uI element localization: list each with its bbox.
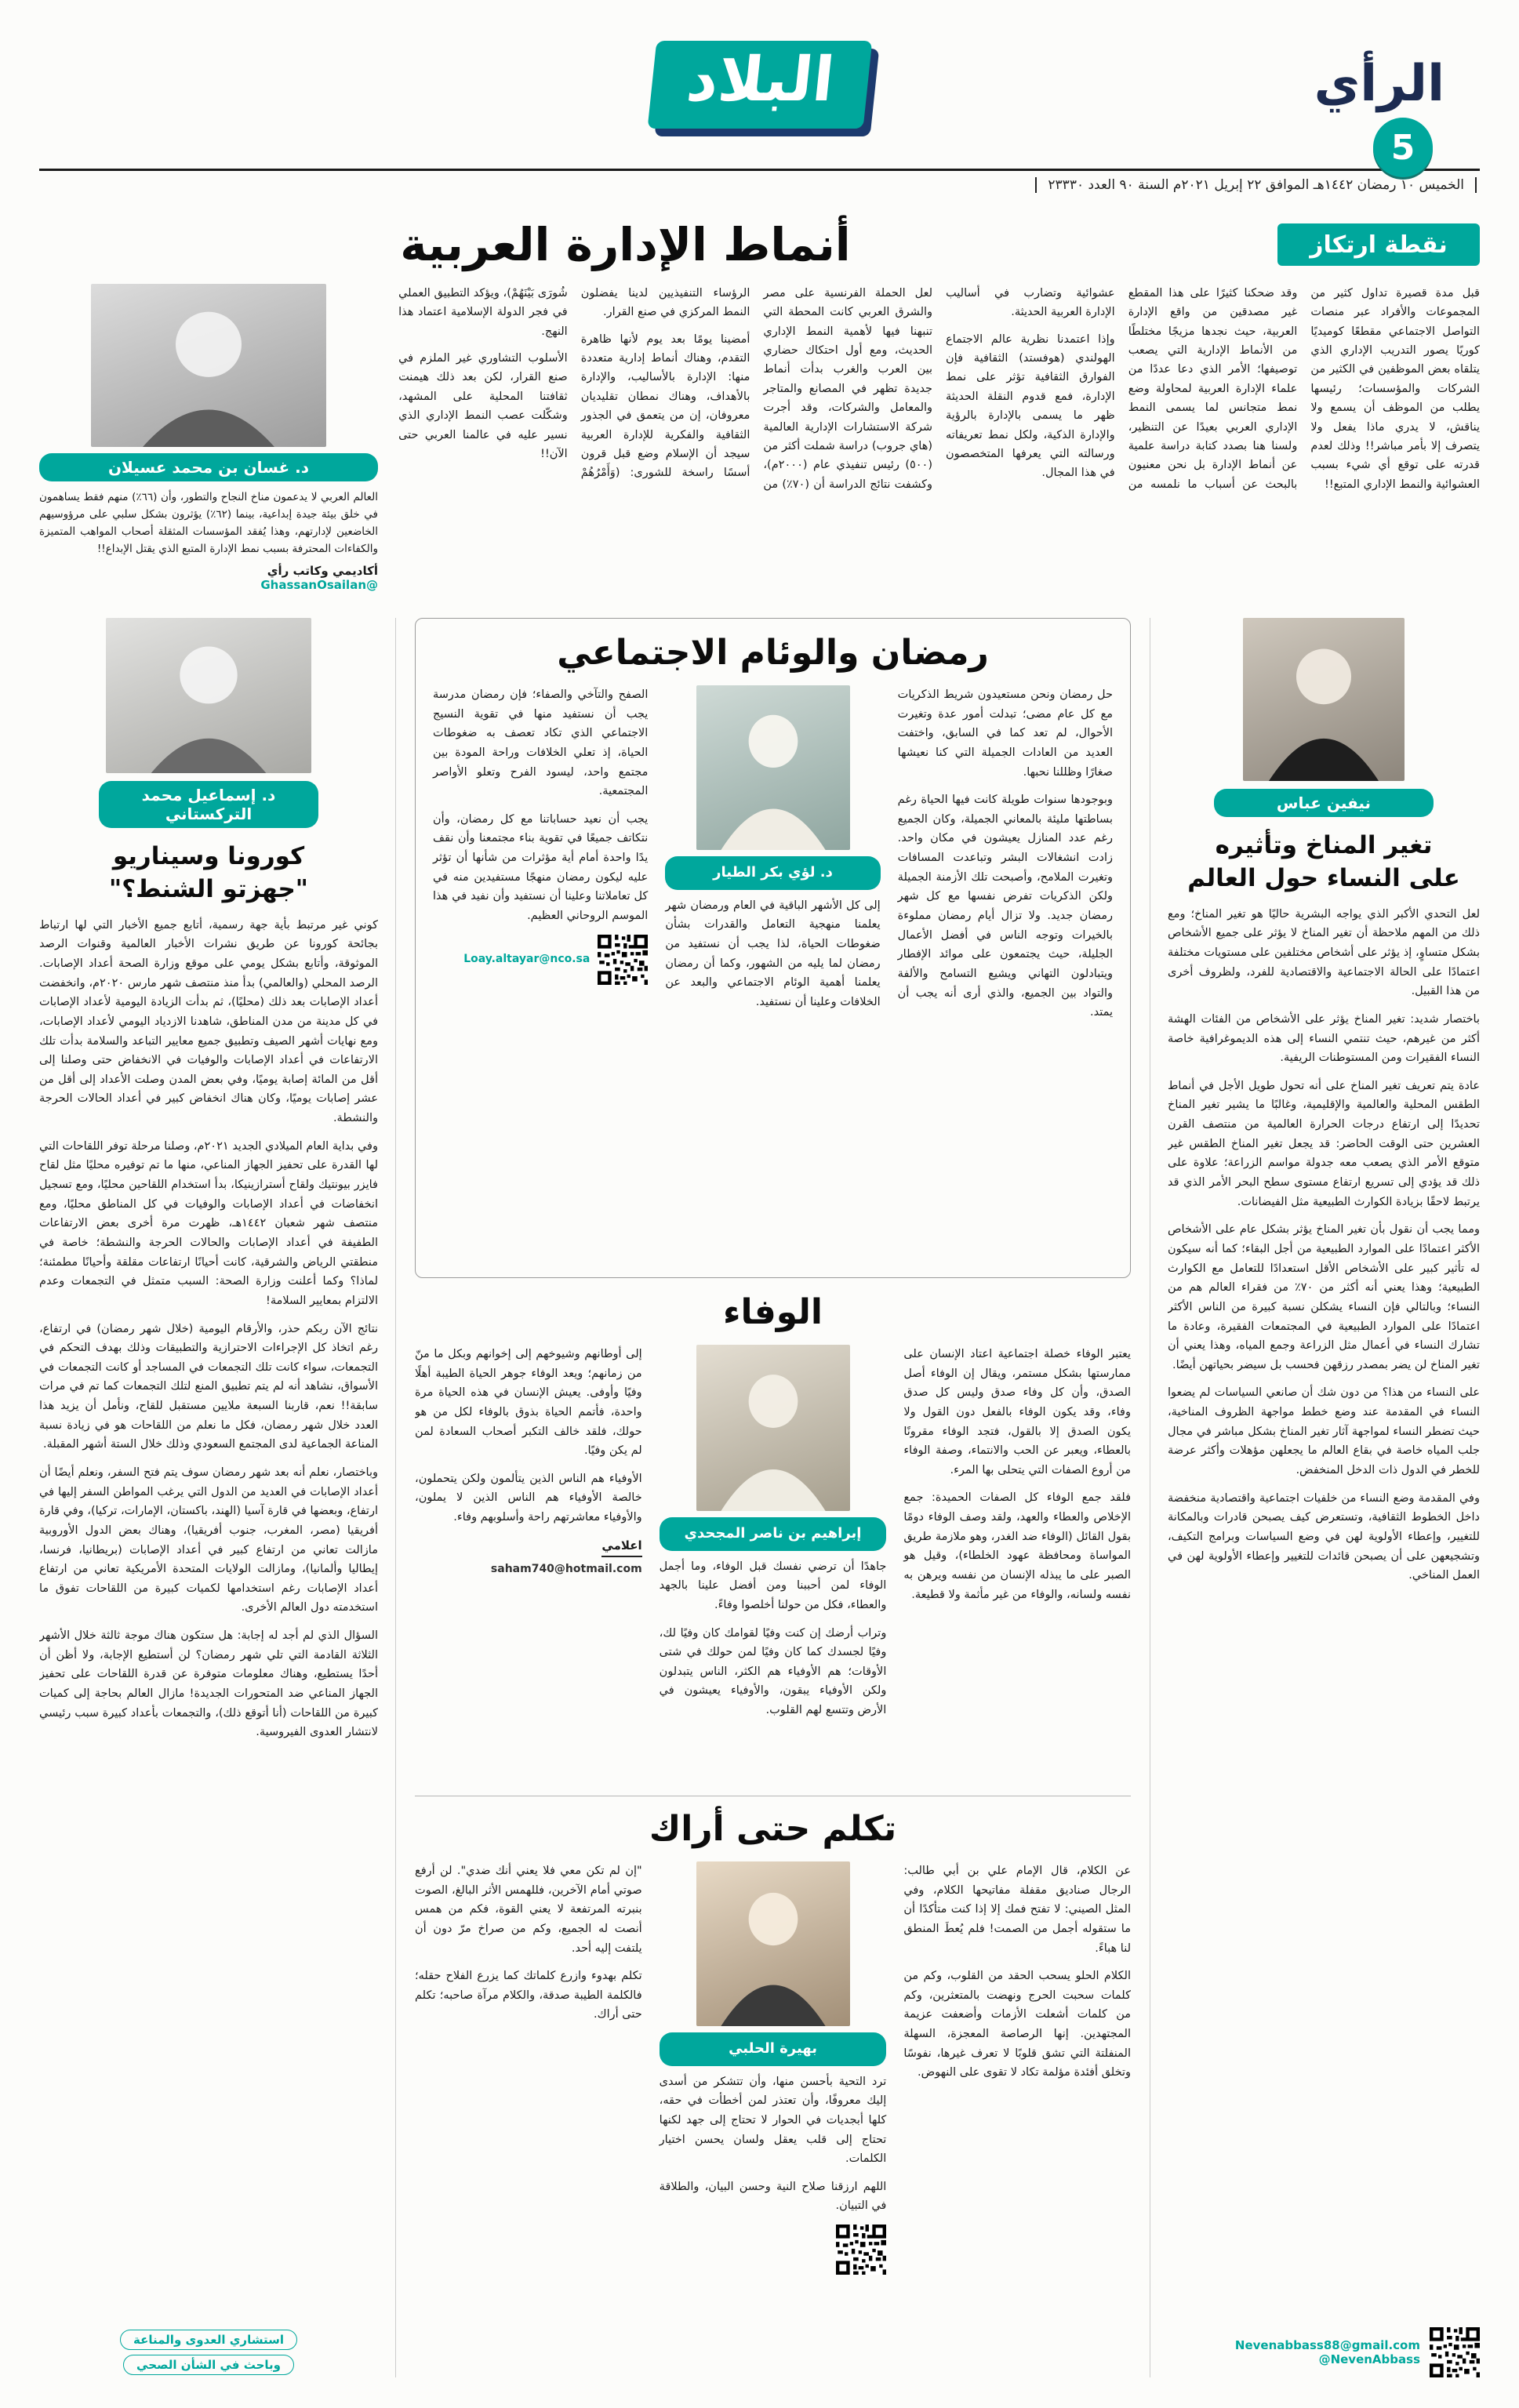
author-photo: [696, 1345, 850, 1511]
body-paragraph: ترد التحية بأحسن منها، وأن تتشكر من أسدى إليك معروفًا، وأن تعتذر لمن أخطأت في حقه، كلها أبجديات في الحوار لا تحتاج إلى جهد لكنها تحتاج إلى قلب يعقل ولسان يحسن اختيار الكلمات.: [659, 2075, 887, 2166]
body-paragraph: فلقد جمع الوفاء كل الصفات الحميدة: جمع الإخلاص والعطاء والعهد، ولقد وصف الوفاء دومًا بقول القائل (الوفاء ضد الغدر، وهو ملازمة طريق المواساة ومحافظة عهود الخلطاء)، وقيل هو الصبر على ما يبذله الإنسان من نفسه ويرهن به نفسه ولسانه، والوفاء من غير مأثمة ولا قطيعة.: [903, 1491, 1131, 1601]
article-body: [1168, 905, 1480, 2318]
person-silhouette-icon: [1243, 618, 1405, 781]
body-paragraph: تكلم بهدوء وازرع كلماتك كما يزرع الفلاح حقله؛ فالكلمة الطيبة صدقة، والكلام مرآة صاحبه؛ تكلم حتى أراك.: [415, 1970, 642, 2021]
article-ramadan-harmony: [415, 618, 1131, 1278]
author-name-bar: د. غسان بن محمد عسيلان: [39, 453, 378, 481]
author-role: وباحث في الشأن الصحي: [123, 2355, 294, 2375]
author-role: أكاديمي وكاتب رأي: [267, 564, 378, 579]
body-paragraph: وإذا اعتمدنا نظرية عالم الاجتماع الهولندي (هوفستد) الثقافية فإن الفوارق الثقافية تؤثر على نمط الإدارة، فمع قدوم النقلة الحديثة ظهر ما يسمى بالإدارة بالرؤية والإدارة الذكية، ولكل نمط تعريفاته ورسالته التي يعرفها المتخصصون في هذا المجال.: [946, 332, 1115, 480]
author-name-bar: نيفين عباس: [1214, 789, 1434, 817]
article-headline: تكلم حتى أراك: [649, 1809, 897, 1849]
contact-footer: [1168, 2318, 1480, 2377]
newspaper-logo: البلاد: [647, 41, 872, 129]
article-headline: [1168, 830, 1480, 895]
body-paragraph: وقد ضحكنا كثيرًا على هذا المقطع غير مصدقين من واقع الإدارة العربية، حيث نجدها مزيجًا مختلطًا من الأنماط الإدارية التي يصعب توصيفها؛ الأمر الذي دعا عددًا من علماء الإدارة العربية لمحاولة وضع نمط متجانس لما يسمى النمط الإداري العربي بعيدًا عن التنظير، ولسنا هنا بصدد كتابة دراسة علمية عن أنماط الإدارة بل نحن معنيون بالبحث عن أسباب ما نلمسه من عشوائية وتضارب في أساليب الإدارة العربية الحديثة.: [946, 287, 1298, 491]
author-email[interactable]: Loay.altayar@nco.sa: [463, 952, 591, 965]
author-role-footer: [39, 2319, 378, 2377]
article-headline: أنماط الإدارة العربية: [400, 218, 851, 271]
article-climate-change: [1168, 618, 1480, 2377]
body-paragraph: باختصار شديد: تغير المناخ يؤثر على الأشخاص من الفئات الهشة أكثر من غيرهم، حيث تنتمي النساء إلى هذه الديموغرافية خاصة النساء الفقيرات ومن المستوطنات الريفية.: [1168, 1012, 1480, 1065]
author-bio: العالم العربي لا يدعمون مناخ النجاح والتطور، وأن (٦٦٪) منهم فقط يساهمون في خلق بيئة جيدة إبداعية، بينما (٦٢٪) يؤثرون بشكل سلبي على مرؤوسيهم الخاضعين لإدارتهم، وهذا يُفقد المؤسسات المثقلة أصحاب المواهب المتميزة والكفاءات المحترفة بسبب نمط الإدارة المتبع الذي يقتل الإبداع!!: [39, 491, 378, 555]
contact-footer: [433, 935, 648, 985]
author-twitter-handle[interactable]: @NevenAbbass: [1318, 2352, 1420, 2366]
body-paragraph: أمضينا يومًا بعد يوم لأنها ظاهرة التقدم، وهناك أنماط إدارية متعددة منها: الإدارة بالأساليب، والإدارة بالأهداف، وهناك نمطان تقليديان معروفان، إن من يتعمق في الجذور الثقافية والفكرية للإدارة العربية سيجد أن الإسلام وضع قبل قرون أسسًا راسخة للشورى: (وَأَمْرُهُمْ شُورَى بَيْنَهُمْ)، ويؤكد التطبيق العملي في فجر الدولة الإسلامية اعتماد هذا النهج.: [398, 287, 750, 480]
body-paragraph: وبوجودها سنوات طويلة كانت فيها الحياة رغم بساطتها مليئة بالمعاني الجميلة، وكان الجميع رغم عدد المنازل يعيشون في مكان واحد. زادت انشغالات البشر وتباعدت المسافات وتغيرت الملامح، وأصبحت تلك الأزمنة الجميلة ولكن الذكريات تفرض نفسها مع كل شهر رمضان جديد. ولا تزال أيام رمضان مملوءة بالخيرات وتوجه الناس في أفضل الأعمال الجليلة، حيث يجتمعون على موائد الإفطار ويتبادلون التهاني ويشيع التسامح والألفة والتواد بين الجميع، والذي أرى أنه يجب أن يمتد.: [897, 794, 1113, 1019]
body-paragraph: عن الكلام، قال الإمام علي بن أبي طالب: الرجال صناديق مقفلة مفاتيحها الكلام، وفي المثل الصيني: لا تفتح فمك إلا إذا كنت متأكدًا أن ما ستقوله أجمل من الصمت! فلم يُعطَ المنطق لنا هباءً.: [903, 1865, 1131, 1955]
center-column: [395, 618, 1150, 2377]
person-silhouette-icon: [106, 618, 311, 773]
article-headline: رمضان والوئام الاجتماعي: [557, 633, 989, 673]
text-column-left: [415, 1861, 642, 2282]
qr-code-icon: [1430, 2327, 1480, 2377]
body-paragraph: "إن لم تكن معي فلا يعني أنك ضدي". لن أرفع صوتي أمام الآخرين، فللهمس الأثر البالغ، الصوت بنبرته المرتفعة لا يعني القوة، فكم من همس أنصت له الجميع، وكم من صراخ مرّ دون أن يلتفت إليه أحد.: [415, 1865, 642, 1955]
author-twitter-handle[interactable]: @GhassanOsailan: [260, 578, 378, 593]
author-photo: [1243, 618, 1405, 781]
body-paragraph: لعل التحدي الأكبر الذي يواجه البشرية حاليًا هو تغير المناخ؛ ومع ذلك من المهم ملاحظة أن تغير المناخ لا يؤثر على جميع الأشخاص بشكل متساوٍ، إذ يؤثر على أشخاص مختلفين على مستويات مختلفة اعتمادًا على الحالة الاجتماعية والاقتصادية للفرد، ولظروف أخرى من هذا القبيل.: [1168, 907, 1480, 998]
text-column-right: [898, 685, 1113, 1031]
text-column-right: [903, 1345, 1131, 1729]
body-paragraph: الصفح والتآخي والصفاء؛ فإن رمضان مدرسة يجب أن نستفيد منها في تقوية النسيج الاجتماعي الذي تكاد تعصف به ضغوطات الحياة، إذ تعلي الخلافات وراحة المودة بين مجتمع واحد، ليسود الفرح وتعلو الأواصر المجتمعية.: [433, 688, 649, 798]
body-paragraph: وباختصار، نعلم أنه بعد شهر رمضان سوف يتم فتح السفر، ونعلم أيضًا أن أعداد الإصابات في العديد من الدول التي يرغب المواطن السفر إليها في ارتفاع، وبعضها في قارة آسيا (الهند، باكستان، الإمارات، تركيا)، وفي قارة أفريقيا (مصر، المغرب، جنوب أفريقيا)، وهناك بعض الدول الأوروبية مازالت تعاني من ارتفاع كبير في أعداد الإصابات (بريطانيا، فرنسا، إيطاليا وألمانيا)، ومازالت الولايات المتحدة الأمريكية تعاني من ارتفاع أعداد الإصابات رغم استخدامها لكميات كبيرة من اللقاحات تفوق ما استخدمته دول العالم الأخرى.: [39, 1466, 378, 1614]
text-column-left: [415, 1345, 642, 1729]
body-paragraph: لعل الحملة الفرنسية على مصر والشرق العربي كانت المحطة التي تنبهنا فيها لأهمية النمط الإداري الحديث، ومع أول احتكاك حضاري بين العرب والغرب بدأت أنماط جديدة تظهر في المصانع والمتاجر والمعامل والشركات، وقد أجرت شركة الاستشارات الإدارية العالمية (هاي جروب) دراسة شملت أكثر من (٥٠٠) رئيس تنفيذي عام (٢٠٠٠م)، وكشفت نتائج الدراسة أن (٧٠٪) من الرؤساء التنفيذيين لدينا يفضلون النمط المركزي في صنع القرار.: [580, 287, 933, 491]
author-block: [39, 284, 378, 599]
dateline-text: الخميس ١٠ رمضان ١٤٤٢هـ الموافق ٢٢ إبريل ٢٠٢١م السنة ٩٠ العدد ٢٣٣٣٠: [1035, 177, 1477, 193]
page-number-badge: 5: [1373, 118, 1433, 177]
article-body: [39, 916, 378, 2319]
article-headline: الوفاء: [722, 1292, 823, 1332]
author-photo: [91, 284, 326, 447]
author-name-bar: د. إسماعيل محمد التركستاني: [99, 781, 318, 828]
person-silhouette-icon: [696, 1861, 850, 2026]
masthead: [39, 0, 1480, 169]
body-paragraph: وتراب أرضك إن كنت وفيًا لقوامك كان وفيًا لك، وفيًا لجسدك كما كان وفيًا لمن حولك في شتى الأوقات؛ هم الأوفياء هم الكثر، الناس يتبدلون ولكن الأوفياء يبقون، والأوفياء يعيشون في الأرض وتتسع لهم القلوب.: [659, 1626, 887, 1717]
main-band: [39, 618, 1480, 2377]
article-management-patterns: [39, 201, 1480, 599]
body-paragraph: إلى أوطانهم وشيوخهم إلى إخوانهم وبكل ما منّ من زمانهم؛ ويعد الوفاء جوهر الحياة الطيبة أهلًا وفيًا وأوفى. يعيش الإنسان في هذه الحياة مرة واحدة، فأتمم الحياة بذوق بالوفاء لكل من هو حولك، فلقد خالف التكبر أصحاب السعادة لمن لم يكن وفيًا.: [415, 1348, 642, 1458]
body-paragraph: جاهدًا أن ترضي نفسك قبل الوفاء، وما أجمل الوفاء لمن أحببنا ومن أفضل علينا بالجهد والعطاء، فكل من حولنا أخلصوا وفاءً.: [659, 1560, 887, 1611]
person-silhouette-icon: [696, 685, 850, 850]
author-role: اعلامي: [601, 1536, 641, 1558]
text-column-middle: [665, 685, 880, 1031]
body-paragraph: وفي المقدمة وضع النساء من خلفيات اجتماعية واقتصادية منخفضة داخل الخطوط الثقافية، وتستعرض كيف يصبحن قادرات وبالمكانة للتغيير، وإعطاء الأولوية لهن في وضع السياسات وبرامج التكيف، وتشجيعهن على أن يصبحن قائدات للتغيير وإعطاء الأولوية لهن في العمل المناخي.: [1168, 1491, 1480, 1582]
body-paragraph: الأسلوب التشاوري غير الملزم في صنع القرار، لكن بعد ذلك هيمنت ثقافتنا المحلية على المشهد، وشكّلت عصب النمط الإداري الذي نسير عليه في عالمنا العربي حتى الآن!!: [398, 352, 568, 460]
author-photo: [696, 1861, 850, 2026]
body-paragraph: قبل مدة قصيرة تداول كثير من المجموعات والأفراد عبر منصات التواصل الاجتماعي مقطعًا كوميديًا كوريًا يصور التدريب الإداري الذي يتلقاه بعض الموظفين في الكثير من الشركات والمؤسسات؛ رئيسها يطلب من الموظف أن يسمع ولا يناقش، لا يدري ماذا يفعل ولا يتصرف إلا بأمر مباشر!! وذلك لعدم قدرته على توقع أي شيء بسبب العشوائية والنمط الإداري المتبع!!: [1310, 287, 1480, 491]
text-column-middle: [660, 1861, 887, 2282]
body-paragraph: يعتبر الوفاء خصلة اجتماعية اعتاد الإنسان على ممارستها بشكل مستمر، ويقال إن الوفاء أصل الصدق، وأن كل وفاء صدق وليس كل صدق وفاء، وقد يكون الوفاء بالفعل دون القول ولا يكون الصدق إلا بالقول، فتجد الوفاء مقرونًا بالعطاء، ويعبر عن الحب والانتماء، وصفة الوفاء من أروع الصفات التي يتحلى بها المرء.: [903, 1348, 1131, 1476]
body-paragraph: عادة يتم تعريف تغير المناخ على أنه تحول طويل الأجل في أنماط الطقس المحلية والعالمية والإقليمية، وغالبًا ما يشير تغير المناخ تحديدًا إلى ارتفاع درجات الحرارة العالمية من منتصف القرن العشرين حتى الوقت الحاضر: قد يجعل تغير المناخ الطقس غير متوقع الأمر الذي يصعب معه جدولة مواسم الزراعة؛ علاوة على ذلك قد يؤدي إلى تسريع ارتفاع مستوى سطح البحر الأمر الذي قد يرتبط لاحقًا بزيادة الكوارث الطبيعية مثل الفيضانات.: [1168, 1079, 1480, 1208]
body-paragraph: كوني غير مرتبط بأية جهة رسمية، أتابع جميع الأخبار التي لها ارتباط بجائحة كورونا عن طريق نشرات الأخبار العالمية وقنوات الرصد الموثوقة، وأتابع بشكل يومي على موقع وزارة الصحة أعداد الإصابات. الرصد المحلي (والعالمي) بدأ منذ منتصف شهر مارس ٢٠٢٠م، وانخفضت أعداد الإصابات بعد ذلك (محليًا)، ثم بدأت الزيادة اليومية لأعداد الإصابات في كل مدينة من مدن المناطق، شاهدنا الازدياد اليومي لأعداد الإصابات، ومع نهايات أشهر الصيف وتطبيق جميع معايير التباعد والسلامة بدأت تلك الارتفاعات في أعداد الإصابات والوفيات في الانخفاض حتى وصلنا إلى أقل من المائة إصابة يوميًا، وفي بعض المدن وصلت الأعداد إلى أقل من عشر إصابات يوميًا، وكان هناك انخفاض كبير في أعداد الحالات الحرجة والنشطة.: [39, 918, 378, 1125]
qr-code-icon: [598, 935, 648, 985]
text-column-middle: [660, 1345, 887, 1729]
text-column-right: [903, 1861, 1131, 2282]
body-paragraph: نتائج الآن ربكم حذر، والأرقام اليومية (خلال شهر رمضان) في ارتفاع، رغم اتخاذ كل الإجراءات الاحترازية والتطبيقات وذلك بهدف التحكم في التجمعات، سواء كانت تلك التجمعات في المساجد أو كانت التجمعات في الأسواق، نشاهد أنه لم يتم تطبيق المنع لتلك التجمعات كما تم في مرات سابقة!! نعم، قاربنا السبعة ملايين مستقبل للقاح، ونأمل أن يزيد هذا العدد خلال شهر رمضان، فكل ما نعلم من اللقاحات هو في زيادة نسبة المناعة الجماعية لدى المجتمع السعودي وذلك خلال الستة أشهر المقبلة.: [39, 1322, 378, 1451]
headline-line: على النساء حول العالم: [1187, 863, 1460, 892]
qr-code-icon: [836, 2225, 886, 2275]
author-photo: [106, 618, 311, 773]
author-name-bar: د. لؤي بكر الطيار: [665, 856, 880, 890]
author-photo: [696, 685, 850, 850]
text-column-left: [433, 685, 648, 1031]
article-speak-so-i-see-you: [415, 1796, 1131, 2349]
headline-line: كورونا وسيناريو: [112, 842, 305, 870]
body-paragraph: يجب أن نعيد حساباتنا مع كل رمضان، وأن نتكاتف جميعًا في تقوية بناء مجتمعنا وأن نقف يدًا واحدة أمام أية مؤثرات من شأنها أن تؤثر عليه ليكون رمضان منهجًا مستفيدين منه في كل تعاملاتنا وعلينا أن نستفيد وأن نفيد في هذا الموسم الروحاني العظيم.: [433, 812, 649, 923]
body-paragraph: اللهم ارزقنا صلاح النية وحسن البيان، والطلاقة في التبيان.: [659, 2180, 887, 2213]
column-tag: نقطة ارتكاز: [1277, 223, 1480, 266]
person-silhouette-icon: [91, 284, 326, 447]
article-loyalty: [415, 1278, 1131, 1789]
article-corona-scenario: [39, 618, 378, 2377]
author-email[interactable]: saham740@hotmail.com: [490, 1563, 642, 1576]
author-role: استشاري العدوى والمناعة: [120, 2330, 297, 2350]
article-body: [398, 284, 1480, 599]
article-headline: [39, 841, 378, 906]
body-paragraph: السؤال الذي لم أجد له إجابة: هل ستكون هناك موجة ثالثة خلال الأشهر الثلاثة القادمة التي تلي شهر رمضان؟ لن أستطيع الإجابة، ولا أظن أن أحدًا يستطيع، وهناك معلومات متوفرة عن قدرة اللقاحات على تحفيز الجهاز المناعي ضد المتحورات الجديدة! مازال العالم بحاجة إلى كميات كبيرة من اللقاحات (أنا أتوقع ذلك)، والتجمعات بأعداد كبيرة سبب رئيسي لانتشار العدوى الفيروسية.: [39, 1629, 378, 1739]
body-paragraph: على النساء من هذا؟ من دون شك أن صانعي السياسات لم يضعوا النساء في المقدمة عند وضع خطط مواجهة الظروف المناخية، حيث تضطر النساء لمواجهة آثار تغير المناخ بشكل مباشر في مجال جلب المياه خاصة في بقاع العالم ما يجعلهن مؤهلات وأكثر عرضة للخطر في الدول ذات الدخل المنخفض.: [1168, 1386, 1480, 1476]
section-title: الرأي: [1314, 55, 1445, 113]
author-email[interactable]: Nevenabbass88@gmail.com: [1234, 2338, 1420, 2352]
author-name-bar: بهيرة الحلبي: [660, 2032, 887, 2066]
body-paragraph: إلى كل الأشهر الباقية في العام ورمضان شهر يعلمنا منهجية التعامل والقدرات بشأن ضغوطات الحياة، لذا يجب أن نستفيد من رمضان لما يليه من الشهور، وكما أن رمضان يعلمنا أهمية الوئام الاجتماعي والبعد عن الخلافات وعلينا أن نستفيد.: [665, 899, 881, 1008]
body-paragraph: ومما يجب أن نقول بأن تغير المناخ يؤثر بشكل عام على الأشخاص الأكثر اعتمادًا على الموارد الطبيعية من أجل البقاء؛ كما أنه سيكون له تأثير كبير على الأشخاص الأقل استعدادًا للتعامل مع الكوارث الطبيعية؛ وهذا يعني أنه أكثر من ٧٠٪ من فقراء العالم هم من النساء؛ وبالتالي فإن النساء يشكلن نسبة كبيرة من الناس الأكثر اعتمادًا على الموارد الطبيعية في المجتمعات الفقيرة، وعادة ما تشارك النساء في أعمال مثل الزراعة وجمع المياه، وهذا يعني أن تغير المناخ لن يضر بمصدر رزقهن فحسب بل سيضر بحياتهن أيضًا.: [1168, 1223, 1480, 1371]
body-paragraph: حل رمضان ونحن مستعيدون شريط الذكريات مع كل عام مضى؛ تبدلت أمور عدة وتغيرت الأحوال، لم تعد كما في السابق، واختفت العديد من العادات الجميلة التي كنا نعيشها صغارًا وظللنا نحبها.: [897, 688, 1113, 779]
headline-line: تغير المناخ وتأثيره: [1215, 831, 1433, 859]
headline-line: "جهزتو الشنط؟": [109, 874, 308, 903]
body-paragraph: وفي بداية العام الميلادي الجديد ٢٠٢١م، وصلنا مرحلة توفر اللقاحات التي لها القدرة على تحفيز الجهاز المناعي، منها ما تم توفيره محليًا مثل لقاح فايزر بيونتيك ولقاح أسترازينيكا، بدأ استخدام اللقاحين محليًا، ومع تسجيل انخفاضات في أعداد الإصابات والوفيات في كل المناطق محليًا، ومع منتصف شهر شعبان ١٤٤٢هـ، ظهرت مرة أخرى بعض الارتفاعات الطفيفة في أعداد الإصابات والحالات الحرجة والنشطة؛ خاصة في منطقتي الرياض والشرقية، كانت أحيانًا ارتفاعات مقلقة وأحيانًا مطمئنة؛ لماذا؟ وكما أعلنت وزارة الصحة: السبب متمثل في التجمعات وعدم الالتزام بمعايير السلامة!: [39, 1139, 378, 1307]
person-silhouette-icon: [696, 1345, 850, 1511]
body-paragraph: الأوفياء هم الناس الذين يتألمون ولكن يتحملون، خالصة الأوفياء هم الناس الذين لا يملون، والأوفياء معاشرتهم راحة وأسلوبهم وفاء.: [415, 1472, 642, 1524]
author-name-bar: إبراهيم بن ناصر المجحدي: [660, 1517, 887, 1551]
dateline: [39, 169, 1480, 201]
body-paragraph: الكلام الحلو يسحب الحقد من القلوب، وكم من كلمات سحبت الحرج ونهضت بالمتعثرين، وكم من كلمات أشعلت الأزمات وأضعفت عزيمة المجتهدين. إنها الرصاصة المعجزة، السهلة المنفلتة التي تشق قلوبًا لا تعرف غيرها، نفوسًا وتخلق أفئدة مؤلمة تكاد لا تقوى على النهوض.: [903, 1970, 1131, 2079]
